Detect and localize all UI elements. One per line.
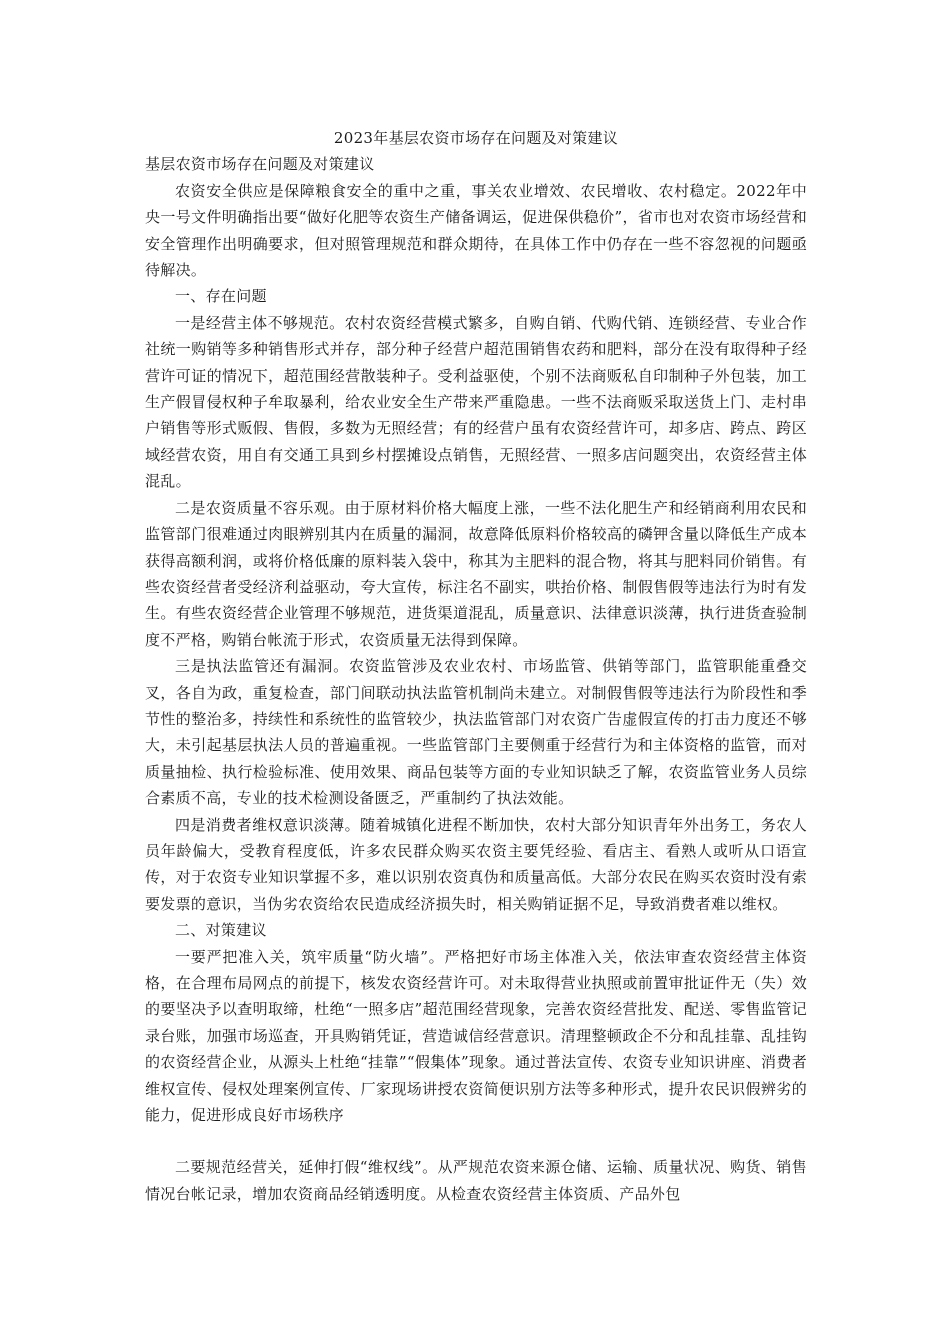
problem-paragraph-1: 一是经营主体不够规范。农村农资经营模式繁多，自购自销、代购代销、连锁经营、专业合作社统一购销等多种销售形式并存，部分种子经营户超范围销售农药和肥料，部分在没有取得种子经营许可证的情况下，超范围经营散装种子。受利益驱使，个别不法商贩私自印制种子外包装，加工生产假冒侵权种子牟取暴利，给农业安全生产带来严重隐患。一些不法商贩采取送货上门、走村串户销售等形式贩假、售假，多数为无照经营；有的经营户虽有农资经营许可，却多店、跨点、跨区域经营农资，用自有交通工具到乡村摆摊设点销售，无照经营、一照多店问题突出，农资经营主体混乱。 (145, 313, 807, 491)
suggestion-paragraph-2: 二要规范经营关，延伸打假“维权线”。从严规范农资来源仓储、运输、质量状况、购货、销售情况台帐记录，增加农资商品经销透明度。从检查农资经营主体资质、产品外包 (145, 1158, 807, 1203)
intro-paragraph: 农资安全供应是保障粮食安全的重中之重，事关农业增效、农民增收、农村稳定。2022年中央一号文件明确指出要“做好化肥等农资生产储备调运，促进保供稳价”，省市也对农资市场经营和安全管理作出明确要求，但对照管理规范和群众期待，在具体工作中仍存在一些不容忽视的问题亟待解决。 (145, 181, 807, 280)
problem-paragraph-3: 三是执法监管还有漏洞。农资监管涉及农业农村、市场监管、供销等部门，监管职能重叠交叉，各自为政，重复检查，部门间联动执法监管机制尚未建立。对制假售假等违法行为阶段性和季节性的整治多，持续性和系统性的监管较少，执法监管部门对农资广告虚假宣传的打击力度还不够大，未引起基层执法人员的普遍重视。一些监管部门主要侧重于经营行为和主体资格的监管，而对质量抽检、执行检验标准、使用效果、商品包装等方面的专业知识缺乏了解，农资监管业务人员综合素质不高，专业的技术检测设备匮乏，严重制约了执法效能。 (145, 657, 807, 808)
section-heading-suggestions: 二、对策建议 (175, 921, 267, 940)
document-subtitle: 基层农资市场存在问题及对策建议 (145, 155, 375, 174)
problem-paragraph-2: 二是农资质量不容乐观。由于原材料价格大幅度上涨，一些不法化肥生产和经销商利用农民和监管部门很难通过肉眼辨别其内在质量的漏洞，故意降低原料价格较高的磷钾含量以降低生产成本获得高额利润，或将价格低廉的原料装入袋中，称其为主肥料的混合物，将其与肥料同价销售。有些农资经营者受经济利益驱动，夸大宣传，标注名不副实，哄抬价格、制假售假等违法行为时有发生。有些农资经营企业管理不够规范，进货渠道混乱，质量意识、法律意识淡薄，执行进货查验制度不严格，购销台帐流于形式，农资质量无法得到保障。 (145, 498, 807, 649)
problem-paragraph-4: 四是消费者维权意识淡薄。随着城镇化进程不断加快，农村大部分知识青年外出务工，务农人员年龄偏大，受教育程度低，许多农民群众购买农资主要凭经验、看店主、看熟人或听从口语宣传，对于农资专业知识掌握不多，难以识别农资真伪和质量高低。大部分农民在购买农资时没有索要发票的意识，当伪劣农资给农民造成经济损失时，相关购销证据不足，导致消费者难以维权。 (145, 815, 807, 913)
paragraph-gap (145, 1128, 807, 1154)
document-page (145, 125, 807, 1207)
document-title: 2023年基层农资市场存在问题及对策建议 (333, 129, 619, 147)
section-heading-problems: 一、存在问题 (175, 287, 267, 306)
suggestion-paragraph-1: 一要严把准入关，筑牢质量“防火墙”。严格把好市场主体准入关，依法审查农资经营主体资格，在合理布局网点的前提下，核发农资经营许可。对未取得营业执照或前置审批证件无（失）效的要坚决予以查明取缔，杜绝“一照多店”超范围经营现象，完善农资经营批发、配送、零售监管记录台账，加强市场巡查，开具购销凭证，营造诚信经营意识。清理整顿政企不分和乱挂靠、乱挂钩的农资经营企业，从源头上杜绝“挂靠”“假集体”现象。通过普法宣传、农资专业知识讲座、消费者维权宣传、侵权处理案例宣传、厂家现场讲授农资简便识别方法等多种形式，提升农民识假辨劣的能力，促进形成良好市场秩序 (145, 947, 807, 1125)
